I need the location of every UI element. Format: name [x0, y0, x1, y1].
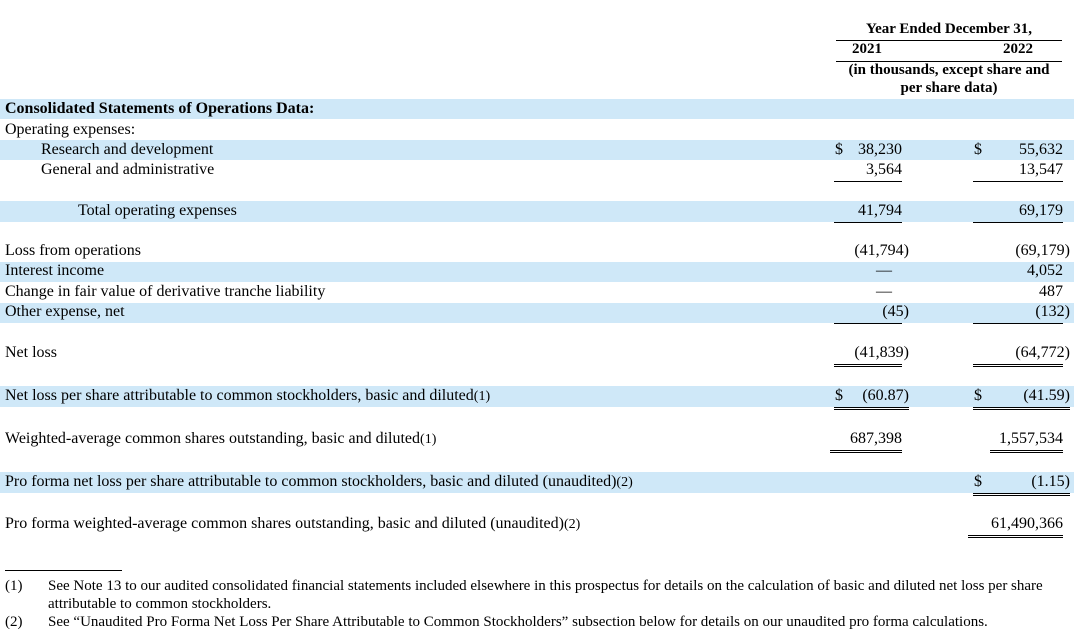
subtotal-rule — [973, 181, 1063, 182]
row-label-pro-forma-net-loss-per-share — [5, 473, 633, 491]
row-label-net-loss-per-share — [5, 387, 490, 405]
footnote-ref: (1) — [420, 432, 437, 447]
value-2021: — — [876, 283, 892, 300]
total-rule — [973, 222, 1063, 223]
double-rule — [973, 407, 1070, 410]
value-2022: (1.15) — [1031, 473, 1070, 490]
subtotal-rule — [973, 323, 1063, 324]
value-2021: — — [876, 262, 892, 279]
double-rule — [968, 535, 1063, 538]
double-rule — [830, 450, 902, 453]
section-title: Consolidated Statements of Operations Data: — [5, 100, 315, 117]
value-2022: (41.59) — [1023, 387, 1070, 404]
row-label-net-loss: Net loss — [5, 344, 57, 361]
value-2021: 41,794 — [858, 202, 902, 219]
dollar-sign: $ — [974, 387, 982, 404]
value-2022: 4,052 — [1027, 262, 1063, 279]
double-rule — [834, 364, 902, 367]
period-header: Year Ended December 31, — [865, 21, 1033, 37]
row-label-total-operating-expenses: Total operating expenses — [78, 202, 237, 219]
footnote-ref: (1) — [473, 389, 491, 404]
units-note-line2: per share data) — [900, 80, 998, 96]
row-label-interest-income: Interest income — [5, 262, 105, 279]
footnote-separator — [5, 570, 122, 571]
label-text: Pro forma weighted-average common shares outstanding, basic and diluted (unaudited) — [5, 515, 564, 532]
value-2022: 1,557,534 — [999, 430, 1063, 447]
total-rule — [834, 222, 902, 223]
footnote-marker: (1) — [5, 578, 23, 594]
row-label-other-expense: Other expense, net — [5, 303, 125, 320]
value-2022: (64,772) — [1015, 344, 1070, 361]
double-rule — [973, 493, 1070, 496]
footnote-ref: (2) — [563, 517, 581, 532]
label-text: Weighted-average common shares outstanding, basic and diluted — [5, 430, 421, 447]
value-2021: (45) — [882, 303, 909, 320]
dollar-sign: $ — [974, 473, 982, 490]
label-text: Net loss per share attributable to common stockholders, basic and diluted — [5, 387, 474, 404]
row-label-weighted-average-shares — [5, 430, 436, 448]
row-band — [0, 262, 1074, 282]
footnote-text: See “Unaudited Pro Forma Net Loss Per Share Attributable to Common Stockholders” subsection below for details on our unaudited pro forma calculations. — [48, 614, 988, 630]
footnote-marker: (2) — [5, 614, 23, 630]
units-note-line1: (in thousands, except share and — [848, 62, 1050, 78]
value-2022: 487 — [1039, 283, 1063, 300]
footnote-text: See Note 13 to our audited consolidated financial statements included elsewhere in this prospectus for details on the calculation of basic and diluted net loss per share attributable to common stockholders. — [48, 578, 1043, 612]
value-2021: (60.87) — [862, 387, 909, 404]
row-label-fair-value-change: Change in fair value of derivative tranche liability — [5, 283, 326, 300]
double-rule — [990, 450, 1063, 453]
value-2021: (41,839) — [854, 344, 909, 361]
value-2021: (41,794) — [854, 242, 909, 259]
row-label-pro-forma-weighted-average-shares — [5, 515, 580, 533]
dollar-sign: $ — [974, 141, 982, 158]
column-header-2021: 2021 — [852, 41, 882, 57]
row-label-loss-from-operations: Loss from operations — [5, 242, 141, 259]
value-2022: (132) — [1035, 303, 1070, 320]
double-rule — [834, 407, 909, 410]
value-2022: 13,547 — [1019, 161, 1063, 178]
dollar-sign: $ — [835, 387, 843, 404]
dollar-sign: $ — [835, 141, 843, 158]
row-label-research-development: Research and development — [41, 141, 214, 158]
operating-expenses-heading: Operating expenses: — [5, 121, 136, 138]
value-2021: 687,398 — [850, 430, 902, 447]
row-label-general-administrative: General and administrative — [41, 161, 215, 178]
subtotal-rule — [834, 323, 902, 324]
value-2021: 3,564 — [866, 161, 902, 178]
footnote-ref: (2) — [616, 475, 633, 490]
value-2022: 69,179 — [1019, 202, 1063, 219]
value-2022: (69,179) — [1015, 242, 1070, 259]
column-header-2022: 2022 — [1003, 41, 1033, 57]
label-text: Pro forma net loss per share attributable to common stockholders, basic and diluted (unaudited) — [5, 473, 617, 490]
value-2022: 61,490,366 — [991, 515, 1063, 532]
value-2021: 38,230 — [858, 141, 902, 158]
row-band — [0, 303, 1074, 323]
double-rule — [973, 364, 1063, 367]
value-2022: 55,632 — [1019, 141, 1063, 158]
subtotal-rule — [834, 181, 902, 182]
